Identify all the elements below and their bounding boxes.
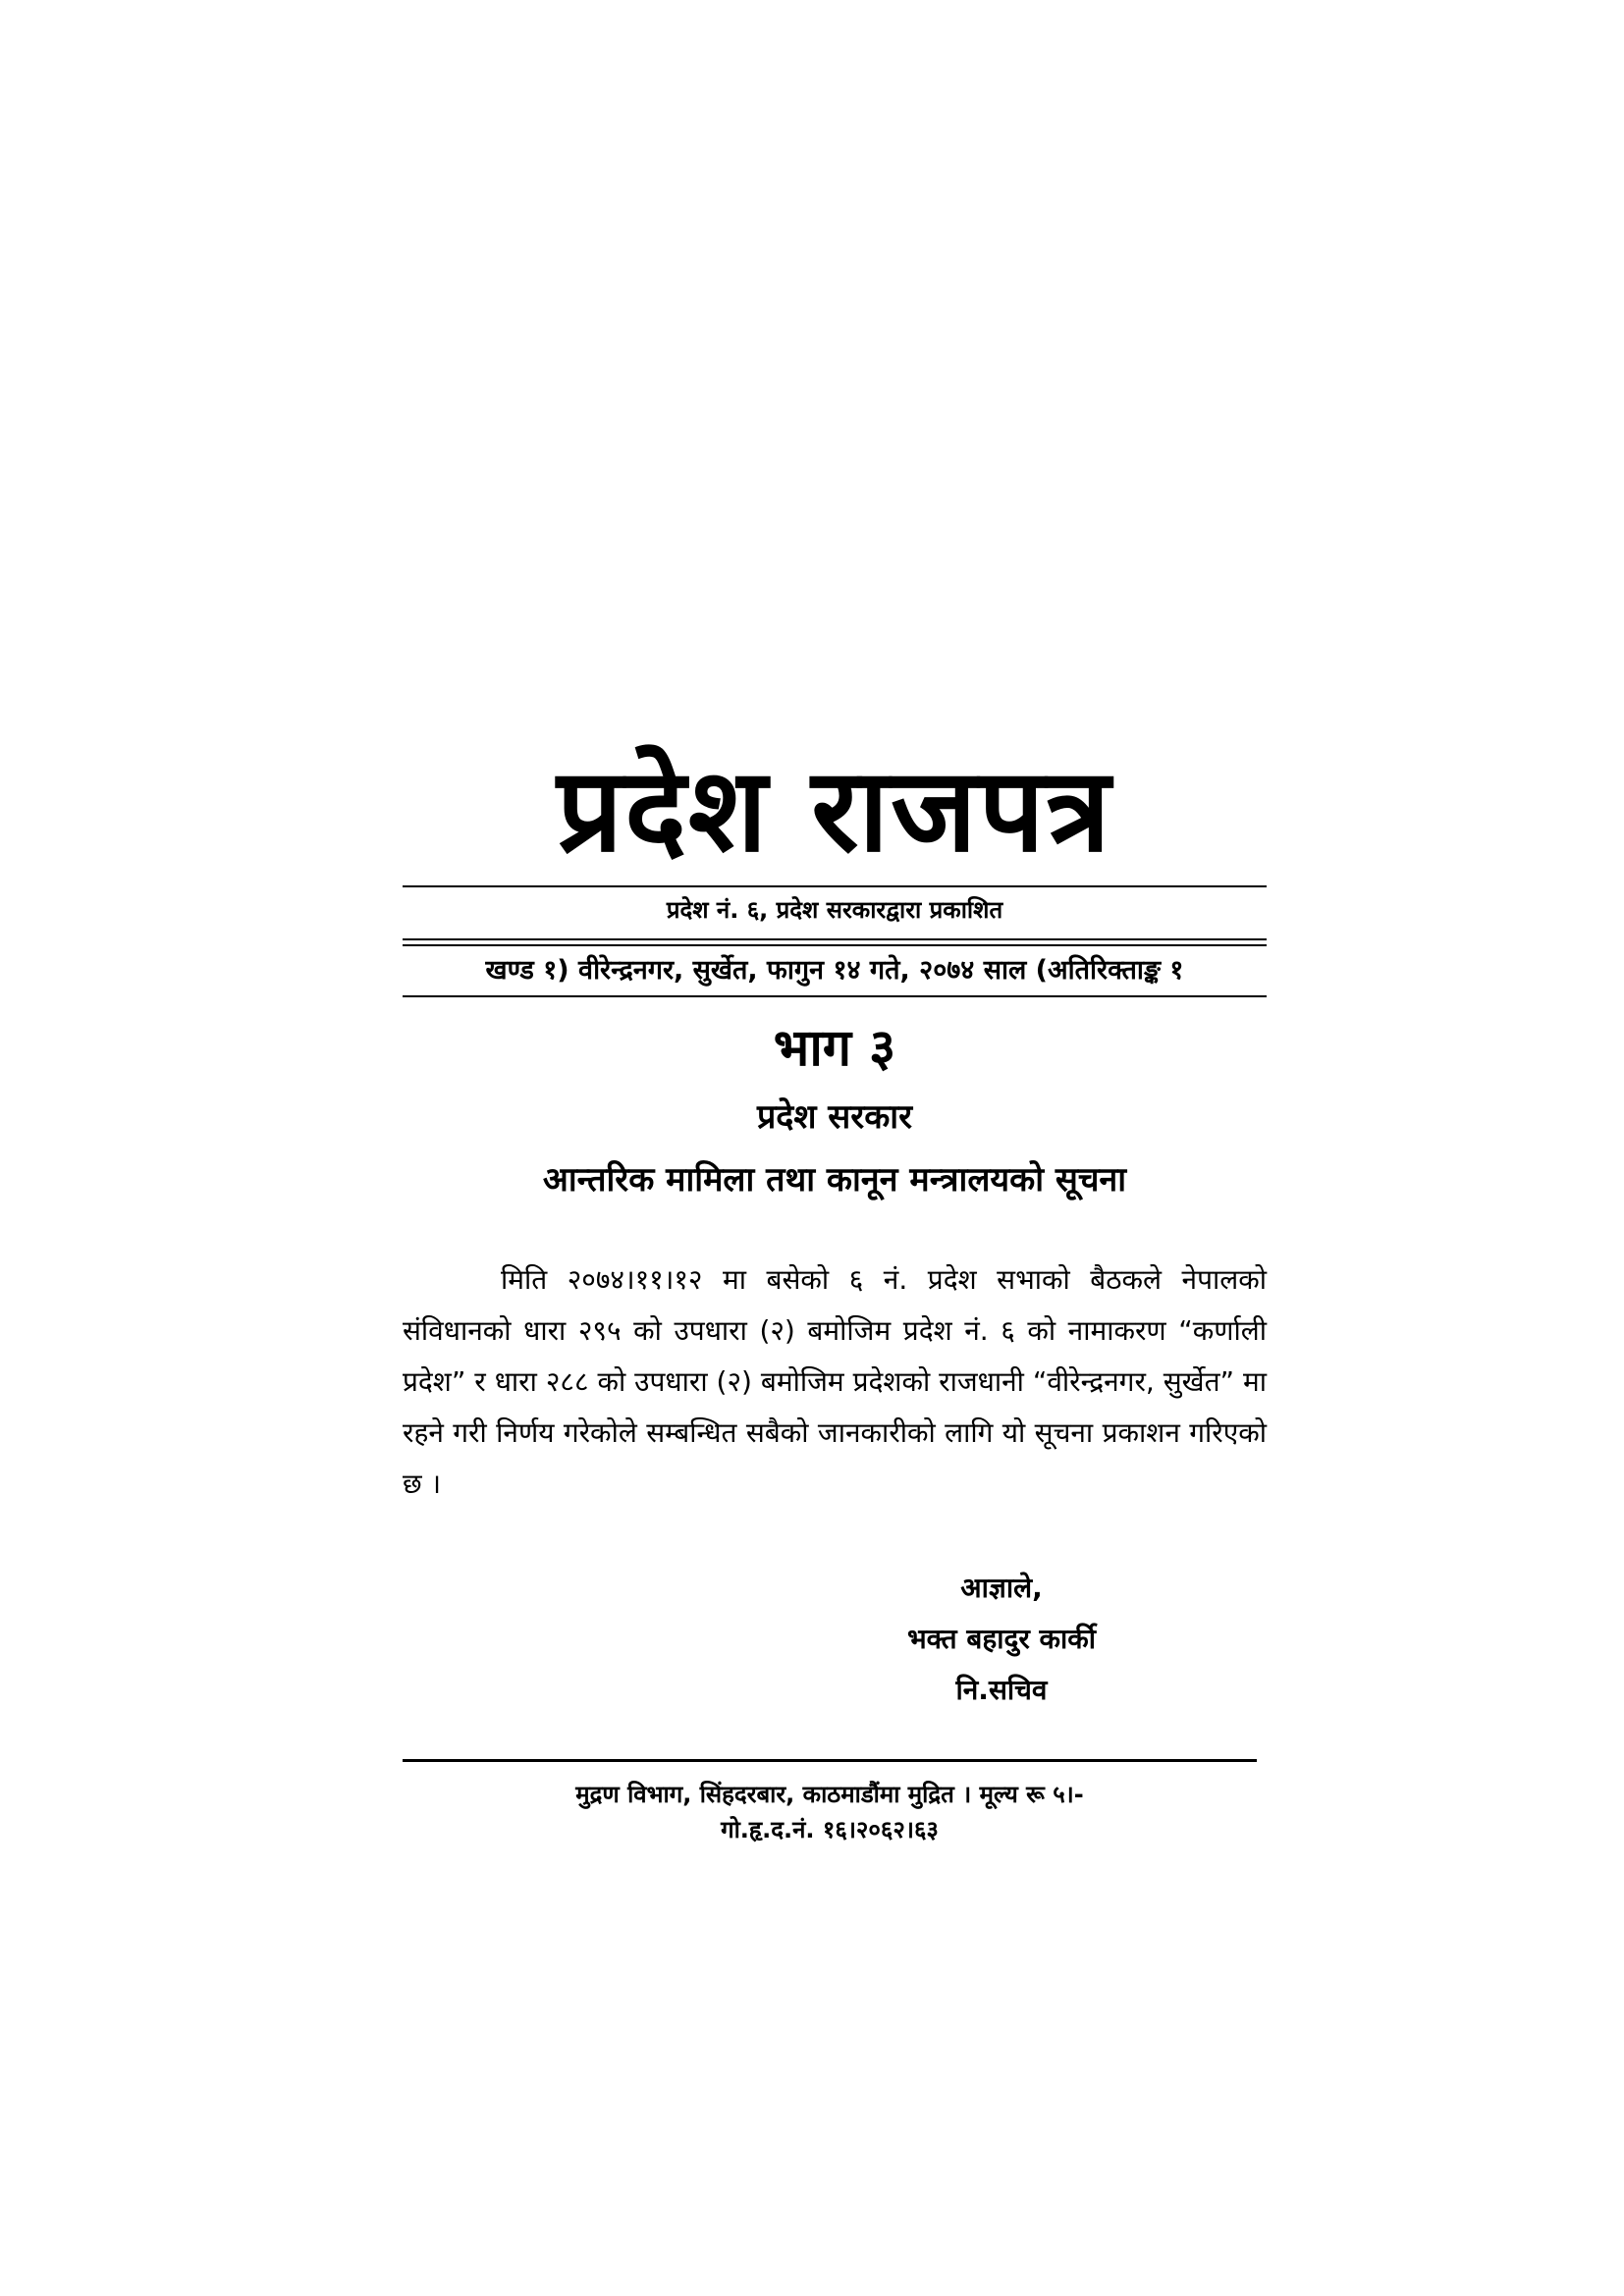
footer: [403, 1777, 1257, 1847]
issue-line: खण्ड १) वीरेन्द्रनगर, सुर्खेत, फागुन १४ गते, २०७४ साल (अतिरिक्ताङ्क १: [485, 955, 1184, 986]
publisher-line: प्रदेश नं. ६, प्रदेश सरकारद्वारा प्रकाशित: [666, 896, 1003, 924]
registration-line: गो.हृ.द.नं. १६।२०६२।६३: [721, 1816, 939, 1843]
government-heading: प्रदेश सरकार: [756, 1097, 913, 1137]
issue-rule-bottom: [403, 995, 1267, 997]
signatory-designation: नि.सचिव: [955, 1674, 1048, 1706]
masthead-rule-top: [403, 885, 1267, 887]
signature-block: [874, 1563, 1129, 1716]
gazette-title: प्रदेश राजपत्र: [557, 742, 1112, 878]
signature-order: आज्ञाले,: [960, 1572, 1043, 1604]
printer-line: मुद्रण विभाग, सिंहदरबार, काठमाडौंमा मुद्रित । मूल्य रू ५।-: [575, 1781, 1084, 1808]
notice-body: मिति २०७४।११।१२ मा बसेको ६ नं. प्रदेश सभाको बैठकले नेपालको संविधानको धारा २९५ को उपधारा (२) बमोजिम प्रदेश नं. ६ को नामाकरण “कर्णाली प्रदेश” र धारा २८८ को उपधारा (२) बमोजिम प्रदेशको राजधानी “वीरेन्द्रनगर, सुर्खेत” मा रहने गरी निर्णय गरेकोले सम्बन्धित सबैको जानकारीको लागि यो सूचना प्रकाशन गरिएको छ ।: [403, 1263, 1267, 1500]
publisher-rule-1: [403, 938, 1267, 940]
publisher-rule-2: [403, 944, 1267, 946]
part-heading: भाग ३: [773, 1019, 896, 1078]
footer-rule: [403, 1759, 1257, 1762]
signatory-name: भक्त बहादुर कार्की: [906, 1623, 1097, 1655]
ministry-notice-heading: आन्तरिक मामिला तथा कानून मन्त्रालयको सूचना: [542, 1160, 1127, 1200]
